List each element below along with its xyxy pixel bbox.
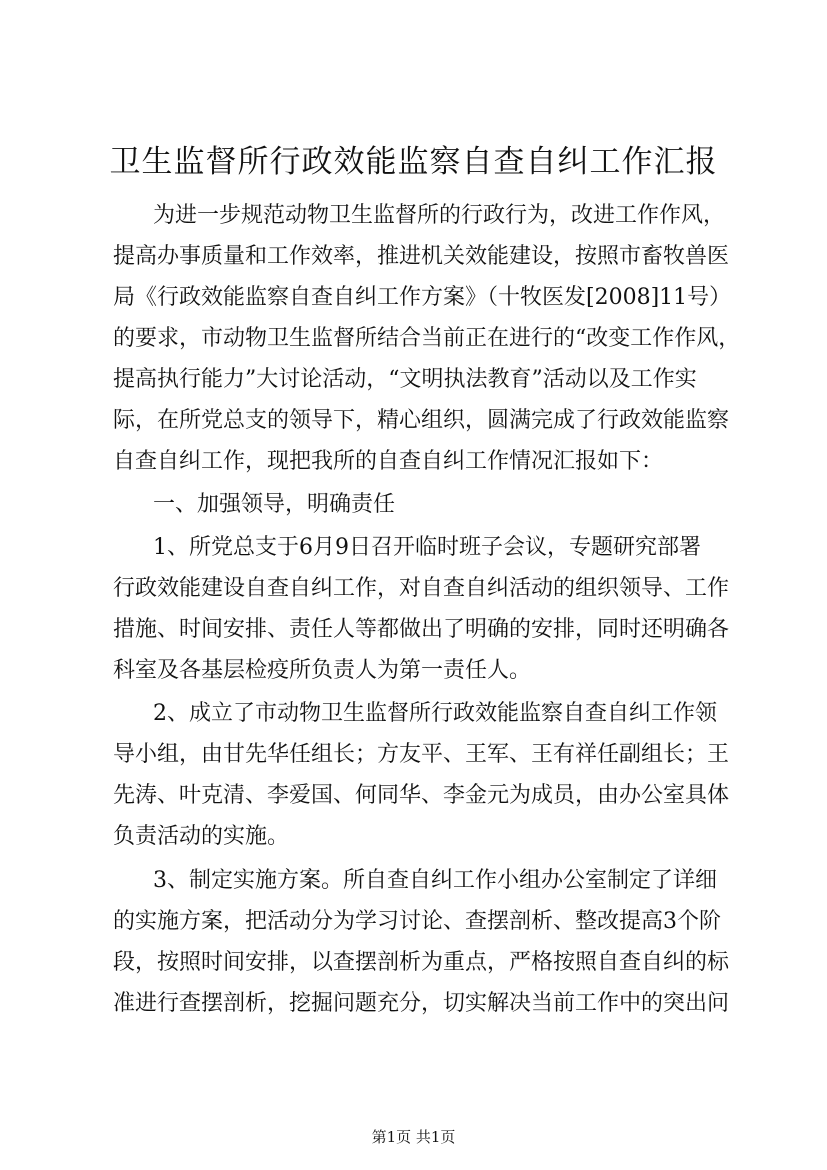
document-title: 卫生监督所行政效能监察自查自纠工作汇报: [109, 144, 718, 180]
paragraph-line: 措施、时间安排、责任人等都做出了明确的安排，同时还明确各: [113, 617, 730, 642]
paragraph-line: 2、成立了市动物卫生监督所行政效能监察自查自纠工作领: [153, 701, 717, 726]
page-footer: 第1页 共1页: [371, 1128, 456, 1146]
paragraph-line: 为进一步规范动物卫生监督所的行政行为，改进工作作风，: [153, 203, 726, 228]
paragraph-line: 段，按照时间安排，以查摆剖析为重点，严格按照自查自纠的标: [113, 950, 730, 975]
paragraph-line: 3、制定实施方案。所自查自纠工作小组办公室制定了详细: [153, 868, 717, 893]
paragraph-line: 提高办事质量和工作效率，推进机关效能建设，按照市畜牧兽医: [113, 244, 730, 269]
paragraph-line: 准进行查摆剖析，挖掘问题充分，切实解决当前工作中的突出问: [113, 991, 730, 1016]
paragraph-line: 负责活动的实施。: [113, 824, 290, 849]
paragraph-line: 自查自纠工作，现把我所的自查自纠工作情况汇报如下：: [113, 449, 664, 474]
paragraph-line: 科室及各基层检疫所负责人为第一责任人。: [113, 658, 532, 683]
paragraph-line: 导小组，由甘先华任组长；方友平、王军、王有祥任副组长；王: [113, 742, 730, 767]
paragraph-line: 的要求，市动物卫生监督所结合当前正在进行的“改变工作作风，: [113, 326, 741, 351]
paragraph-line: 先涛、叶克清、李爱国、何同华、李金元为成员，由办公室具体: [113, 783, 730, 808]
paragraph-line: 1、所党总支于6月9日召开临时班子会议，专题研究部署: [153, 535, 701, 560]
section-heading: 一、加强领导，明确责任: [153, 492, 396, 517]
paragraph-line: 的实施方案，把活动分为学习讨论、查摆剖析、整改提高3个阶: [113, 909, 721, 934]
paragraph-line: 际，在所党总支的领导下，精心组织，圆满完成了行政效能监察: [113, 408, 730, 433]
paragraph-line: 提高执行能力”大讨论活动，“文明执法教育”活动以及工作实: [113, 367, 697, 392]
paragraph-line: 行政效能建设自查自纠工作，对自查自纠活动的组织领导、工作: [113, 576, 730, 601]
paragraph-line: 局《行政效能监察自查自纠工作方案》（十牧医发[2008]11号）: [113, 285, 732, 310]
